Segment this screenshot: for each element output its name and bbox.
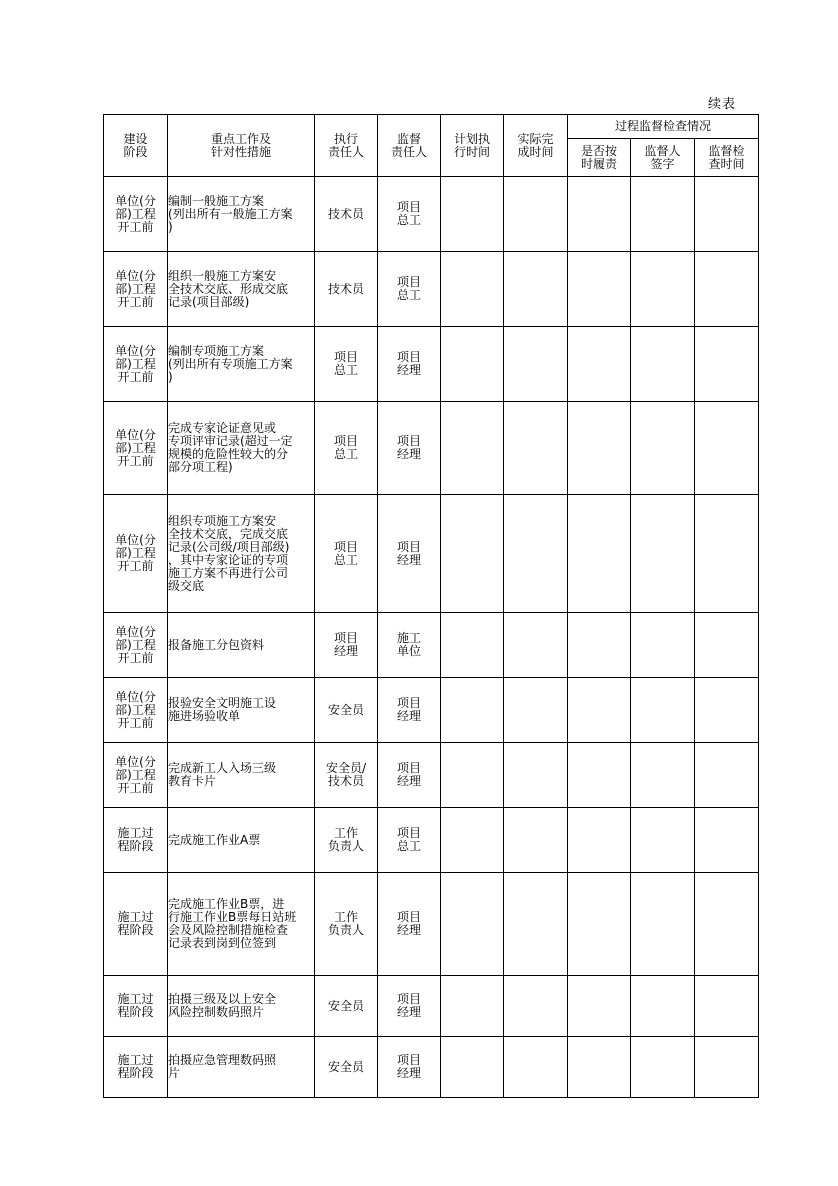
stage-cell [104,177,168,252]
table-row [104,873,759,976]
check-time-cell [695,252,759,327]
sign-cell [631,976,695,1037]
header-row-1 [104,115,759,139]
stage-text: 施工过 程阶段 [117,910,154,937]
executor-text: 安全员 [327,998,364,1013]
executor-text: 项目 总工 [333,539,358,567]
supervisor-cell [378,976,441,1037]
work-text: 拍摄三级及以上安全 风险控制数码照片 [168,992,277,1019]
supervisor-cell [378,1037,441,1098]
plan-time-cell [441,873,504,976]
actual-time-cell [504,678,568,743]
sign-cell [631,873,695,976]
table-row [104,613,759,678]
stage-text: 单位(分 部)工程 开工前 [115,427,156,468]
stage-cell [104,743,168,808]
performed-cell [568,678,631,743]
header-check-time: 监督检 查时间 [695,139,759,177]
work-cell [168,402,315,495]
supervisor-cell [378,495,441,613]
performed-cell [568,177,631,252]
supervisor-cell [378,327,441,402]
actual-time-cell [504,177,568,252]
stage-cell [104,1037,168,1098]
check-time-cell [695,743,759,808]
header-actual-time: 实际完 成时间 [504,115,568,177]
supervisor-cell [378,402,441,495]
plan-time-cell [441,743,504,808]
work-cell [168,177,315,252]
stage-cell [104,495,168,613]
plan-time-cell [441,327,504,402]
table-row [104,743,759,808]
header-performed: 是否按 时履责 [568,139,631,177]
sign-cell [631,495,695,613]
supervisor-text: 项目 总工 [396,200,421,227]
stage-text: 施工过 程阶段 [117,1053,154,1080]
supervisor-cell [378,873,441,976]
continued-label: 续表 [708,97,737,112]
plan-time-cell [441,976,504,1037]
check-time-cell [695,327,759,402]
supervisor-text: 项目 经理 [396,350,421,377]
stage-text: 单位(分 部)工程 开工前 [115,689,156,730]
supervision-table [103,114,759,1098]
actual-time-cell [504,495,568,613]
supervisor-text: 项目 总工 [396,275,421,302]
work-cell [168,743,315,808]
sign-cell [631,613,695,678]
executor-cell [315,252,378,327]
sign-cell [631,678,695,743]
actual-time-cell [504,402,568,495]
work-cell [168,976,315,1037]
work-cell [168,495,315,613]
executor-cell [315,495,378,613]
performed-cell [568,402,631,495]
work-text: 拍摄应急管理数码照 片 [168,1053,277,1080]
table-row [104,678,759,743]
work-cell [168,613,315,678]
stage-cell [104,252,168,327]
executor-cell [315,402,378,495]
sign-cell [631,402,695,495]
executor-text: 安全员 [327,1059,364,1074]
supervisor-text: 项目 经理 [396,910,421,937]
performed-cell [568,495,631,613]
table-row [104,252,759,327]
check-time-cell [695,1037,759,1098]
stage-text: 单位(分 部)工程 开工前 [115,193,156,234]
supervisor-cell [378,177,441,252]
plan-time-cell [441,808,504,873]
actual-time-cell [504,252,568,327]
performed-cell [568,743,631,808]
work-text: 报验安全文明施工设 施进场验收单 [168,696,277,723]
actual-time-cell [504,873,568,976]
executor-text: 项目 经理 [333,631,358,658]
supervisor-text: 项目 经理 [396,992,421,1019]
actual-time-cell [504,613,568,678]
work-text: 编制一般施工方案 (列出所有一般施工方案 ) [168,193,293,234]
check-time-cell [695,495,759,613]
stage-cell [104,808,168,873]
check-time-cell [695,976,759,1037]
stage-text: 施工过 程阶段 [117,826,154,853]
check-time-cell [695,613,759,678]
executor-cell [315,873,378,976]
performed-cell [568,976,631,1037]
executor-cell [315,1037,378,1098]
stage-cell [104,402,168,495]
sign-cell [631,1037,695,1098]
performed-cell [568,808,631,873]
check-time-cell [695,402,759,495]
stage-cell [104,976,168,1037]
executor-cell [315,177,378,252]
supervisor-text: 项目 经理 [396,1053,421,1080]
supervisor-cell [378,808,441,873]
stage-cell [104,873,168,976]
performed-cell [568,873,631,976]
work-cell [168,808,315,873]
sign-cell [631,252,695,327]
supervisor-cell [378,678,441,743]
supervisor-text: 项目 总工 [396,826,421,853]
plan-time-cell [441,252,504,327]
stage-cell [104,613,168,678]
plan-time-cell [441,1037,504,1098]
table-row [104,327,759,402]
stage-text: 单位(分 部)工程 开工前 [115,624,156,665]
executor-cell [315,678,378,743]
table-row [104,976,759,1037]
supervisor-text: 项目 经理 [396,434,421,461]
work-text: 完成施工作业A票 [168,832,261,847]
sign-cell [631,177,695,252]
sign-cell [631,808,695,873]
executor-cell [315,808,378,873]
executor-text: 工作 负责人 [327,910,364,937]
stage-text: 单位(分 部)工程 开工前 [115,343,156,384]
table-row [104,495,759,613]
performed-cell [568,613,631,678]
check-time-cell [695,873,759,976]
header-supervisor: 监督 责任人 [378,115,441,177]
supervisor-text: 项目 经理 [396,761,421,788]
supervisor-text: 项目 经理 [396,696,421,723]
actual-time-cell [504,1037,568,1098]
plan-time-cell [441,678,504,743]
executor-text: 技术员 [327,281,364,296]
plan-time-cell [441,495,504,613]
plan-time-cell [441,177,504,252]
work-text: 组织一般施工方案安 全技术交底、形成交底 记录(项目部级) [168,268,289,309]
table-row [104,177,759,252]
work-text: 报备施工分包资料 [168,637,265,652]
table-row [104,808,759,873]
actual-time-cell [504,808,568,873]
performed-cell [568,1037,631,1098]
supervisor-text: 施工 单位 [396,631,421,658]
executor-text: 技术员 [327,206,364,221]
header-sign: 监督人 签字 [631,139,695,177]
work-cell [168,873,315,976]
check-time-cell [695,177,759,252]
executor-text: 安全员/ 技术员 [325,761,367,788]
executor-cell [315,976,378,1037]
table-row [104,1037,759,1098]
plan-time-cell [441,613,504,678]
actual-time-cell [504,743,568,808]
actual-time-cell [504,976,568,1037]
sign-cell [631,327,695,402]
plan-time-cell [441,402,504,495]
executor-cell [315,743,378,808]
header-executor: 执行 责任人 [315,115,378,177]
executor-text: 安全员 [327,702,364,717]
supervisor-cell [378,252,441,327]
supervisor-cell [378,743,441,808]
check-time-cell [695,808,759,873]
stage-text: 单位(分 部)工程 开工前 [115,533,156,573]
executor-text: 工作 负责人 [327,826,364,853]
executor-cell [315,613,378,678]
performed-cell [568,327,631,402]
header-stage: 建设 阶段 [104,115,168,177]
header-plan-time: 计划执 行时间 [441,115,504,177]
work-text: 完成专家论证意见或 专项评审记录(超过一定 规模的危险性较大的分 部分项工程) [168,421,293,474]
performed-cell [568,252,631,327]
stage-text: 单位(分 部)工程 开工前 [115,754,156,795]
table-row [104,402,759,495]
stage-text: 施工过 程阶段 [117,992,154,1019]
work-text: 完成施工作业B票，进 行施工作业B票每日站班 会及风险控制措施检查 记录表到岗到位签到 [168,897,297,950]
work-text: 组织专项施工方案安 全技术交底，完成交底 记录(公司级/项目部级) ，其中专家论证的专项 施工方案不再进行公司 级交底 [168,513,290,593]
work-text: 完成新工人入场三级 教育卡片 [168,761,277,788]
work-cell [168,1037,315,1098]
work-text: 编制专项施工方案 (列出所有专项施工方案 ) [168,343,293,384]
supervisor-cell [378,613,441,678]
supervisor-text: 项目 经理 [396,539,421,567]
header-process-group: 过程监督检查情况 [568,115,759,139]
stage-cell [104,327,168,402]
work-cell [168,678,315,743]
stage-text: 单位(分 部)工程 开工前 [115,268,156,309]
stage-cell [104,678,168,743]
executor-text: 项目 总工 [333,350,358,377]
sign-cell [631,743,695,808]
executor-text: 项目 总工 [333,434,358,461]
header-work: 重点工作及 针对性措施 [168,115,315,177]
executor-cell [315,327,378,402]
actual-time-cell [504,327,568,402]
work-cell [168,327,315,402]
work-cell [168,252,315,327]
check-time-cell [695,678,759,743]
